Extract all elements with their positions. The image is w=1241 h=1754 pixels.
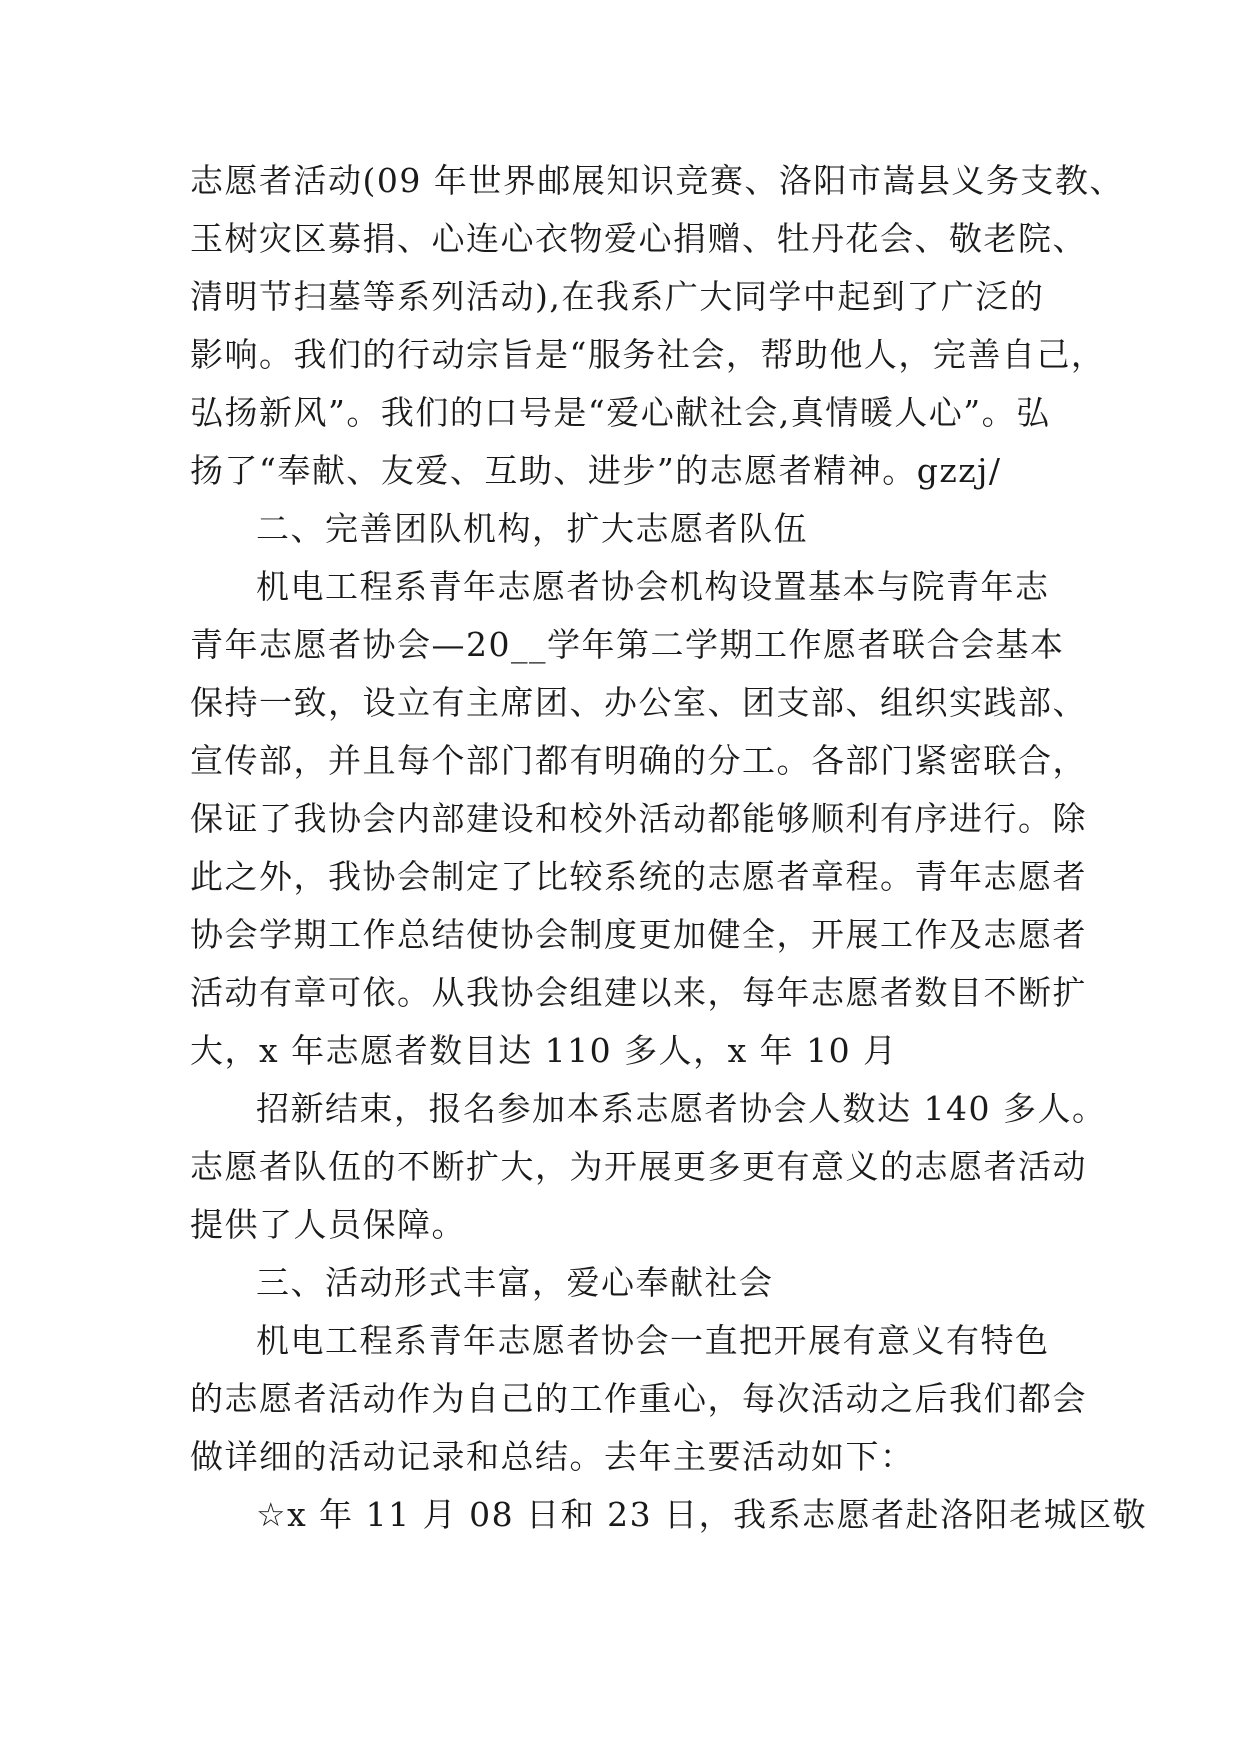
text-line: 志愿者队伍的不断扩大，为开展更多更有意义的志愿者活动 [190, 1147, 1087, 1186]
text-line: ☆x 年 11 月 08 日和 23 日，我系志愿者赴洛阳老城区敬 [256, 1495, 1148, 1534]
text-line: 保证了我协会内部建设和校外活动都能够顺利有序进行。除 [190, 799, 1087, 838]
text-line: 活动有章可依。从我协会组建以来，每年志愿者数目不断扩 [190, 973, 1087, 1012]
text-line: 协会学期工作总结使协会制度更加健全，开展工作及志愿者 [190, 915, 1087, 954]
text-line: 招新结束，报名参加本系志愿者协会人数达 140 多人。 [256, 1089, 1107, 1128]
text-line: 扬了“奉献、友爱、互助、进步”的志愿者精神。gzzj/ [190, 451, 1002, 490]
text-line: 玉树灾区募捐、心连心衣物爱心捐赠、牡丹花会、敬老院、 [190, 219, 1087, 258]
text-line: 弘扬新风”。我们的口号是“爱心献社会,真情暖人心”。弘 [190, 393, 1051, 432]
text-line: 保持一致，设立有主席团、办公室、团支部、组织实践部、 [190, 683, 1087, 722]
text-line: 做详细的活动记录和总结。去年主要活动如下： [190, 1437, 915, 1476]
text-line: 清明节扫墓等系列活动),在我系广大同学中起到了广泛的 [190, 277, 1045, 316]
text-line: 青年志愿者协会—20__学年第二学期工作愿者联合会基本 [190, 625, 1065, 664]
text-line: 机电工程系青年志愿者协会一直把开展有意义有特色 [256, 1321, 1050, 1360]
text-line: 宣传部，并且每个部门都有明确的分工。各部门紧密联合， [190, 741, 1087, 780]
text-line: 的志愿者活动作为自己的工作重心，每次活动之后我们都会 [190, 1379, 1087, 1418]
text-line: 此之外，我协会制定了比较系统的志愿者章程。青年志愿者 [190, 857, 1087, 896]
text-line: 机电工程系青年志愿者协会机构设置基本与院青年志 [256, 567, 1050, 606]
text-line: 二、完善团队机构，扩大志愿者队伍 [256, 509, 808, 548]
text-line: 提供了人员保障。 [190, 1205, 466, 1244]
body-text [190, 152, 1148, 1544]
text-line: 志愿者活动(09 年世界邮展知识竞赛、洛阳市嵩县义务支教、 [190, 161, 1124, 200]
text-line: 三、活动形式丰富，爱心奉献社会 [256, 1263, 774, 1302]
text-line: 大，x 年志愿者数目达 110 多人，x 年 10 月 [190, 1031, 898, 1070]
text-line: 影响。我们的行动宗旨是“服务社会，帮助他人，完善自己， [190, 335, 1106, 374]
